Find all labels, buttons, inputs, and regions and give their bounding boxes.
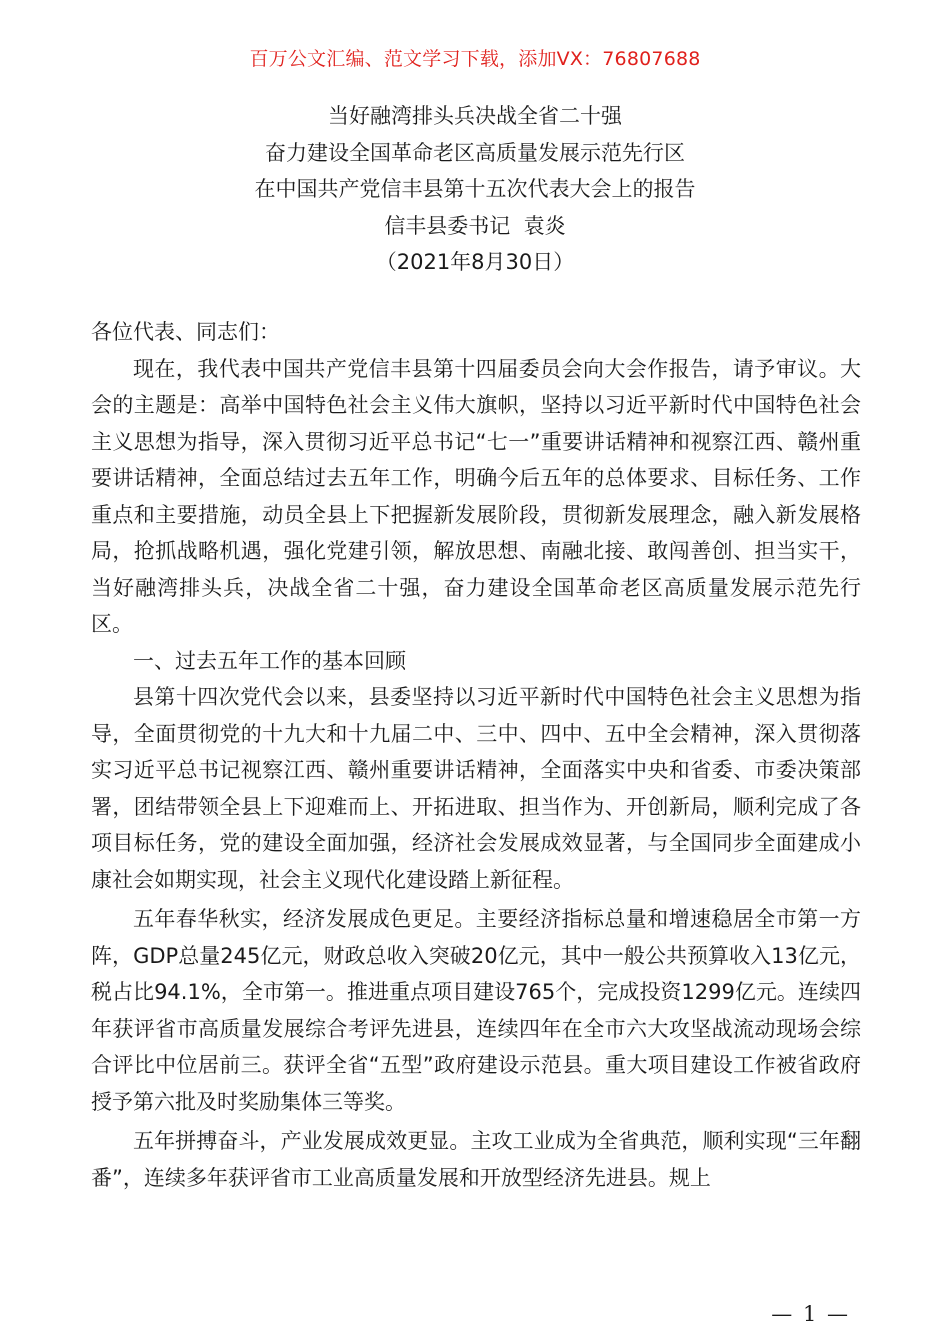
paragraph-review: 县第十四次党代会以来，县委坚持以习近平新时代中国特色社会主义思想为指导，全面贯彻党的十九大和十九届二中、三中、四中、五中全会精神，深入贯彻落实习近平总书记视察江西、赣州重要讲话精神，全面落实中央和省委、市委决策部署，团结带领全县上下迎难而上、开拓进取、担当作为、开创新局，顺利完成了各项目标任务，党的建设全面加强，经济社会发展成效显著，与全国同步全面建成小康社会如期实现，社会主义现代化建设踏上新征程。 [91, 685, 861, 892]
title-line-3: 在中国共产党信丰县第十五次代表大会上的报告 [254, 177, 696, 201]
title-block [0, 98, 950, 281]
section-heading-1: 一、过去五年工作的基本回顾 [133, 648, 406, 673]
title-line-1: 当好融湾排头兵决战全省二十强 [328, 104, 622, 128]
watermark-banner: 百万公文汇编、范文学习下载，添加VX：76807688 [249, 48, 701, 70]
salutation: 各位代表、同志们： [91, 320, 280, 344]
speaker-line: 信丰县委书记 袁炎 [384, 213, 566, 238]
date-line: （2021年8月30日） [375, 250, 575, 274]
paragraph-industry: 五年拼搏奋斗，产业发展成效更显。主攻工业成为全省典范，顺利实现“三年翻番”，连续多年获评省市工业高质量发展和开放型经济先进县。规上 [91, 1129, 861, 1190]
paragraph-economy: 五年春华秋实，经济发展成色更足。主要经济指标总量和增速稳居全市第一方阵，GDP总量245亿元，财政总收入突破20亿元，其中一般公共预算收入13亿元，税占比94.1%，全市第一。推进重点项目建设765个，完成投资1299亿元。连续四年获评省市高质量发展综合考评先进县，连续四年在全市六大攻坚战流动现场会综合评比中位居前三。获评全省“五型”政府建设示范县。重大项目建设工作被省政府授予第六批及时奖励集体三等奖。 [91, 907, 861, 1114]
title-line-2: 奋力建设全国革命老区高质量发展示范先行区 [265, 140, 685, 165]
paragraph-intro: 现在，我代表中国共产党信丰县第十四届委员会向大会作报告，请予审议。大会的主题是：高举中国特色社会主义伟大旗帜，坚持以习近平新时代中国特色社会主义思想为指导，深入贯彻习近平总书记“七一”重要讲话精神和视察江西、赣州重要讲话精神，全面总结过去五年工作，明确今后五年的总体要求、目标任务、工作重点和主要措施，动员全县上下把握新发展阶段，贯彻新发展理念，融入新发展格局，抢抓战略机遇，强化党建引领，解放思想、南融北接、敢闯善创、担当实干，当好融湾排头兵，决战全省二十强，奋力建设全国革命老区高质量发展示范先行区。 [91, 356, 861, 636]
page-number: — 1 — [771, 1302, 850, 1326]
report-body [91, 314, 861, 1196]
